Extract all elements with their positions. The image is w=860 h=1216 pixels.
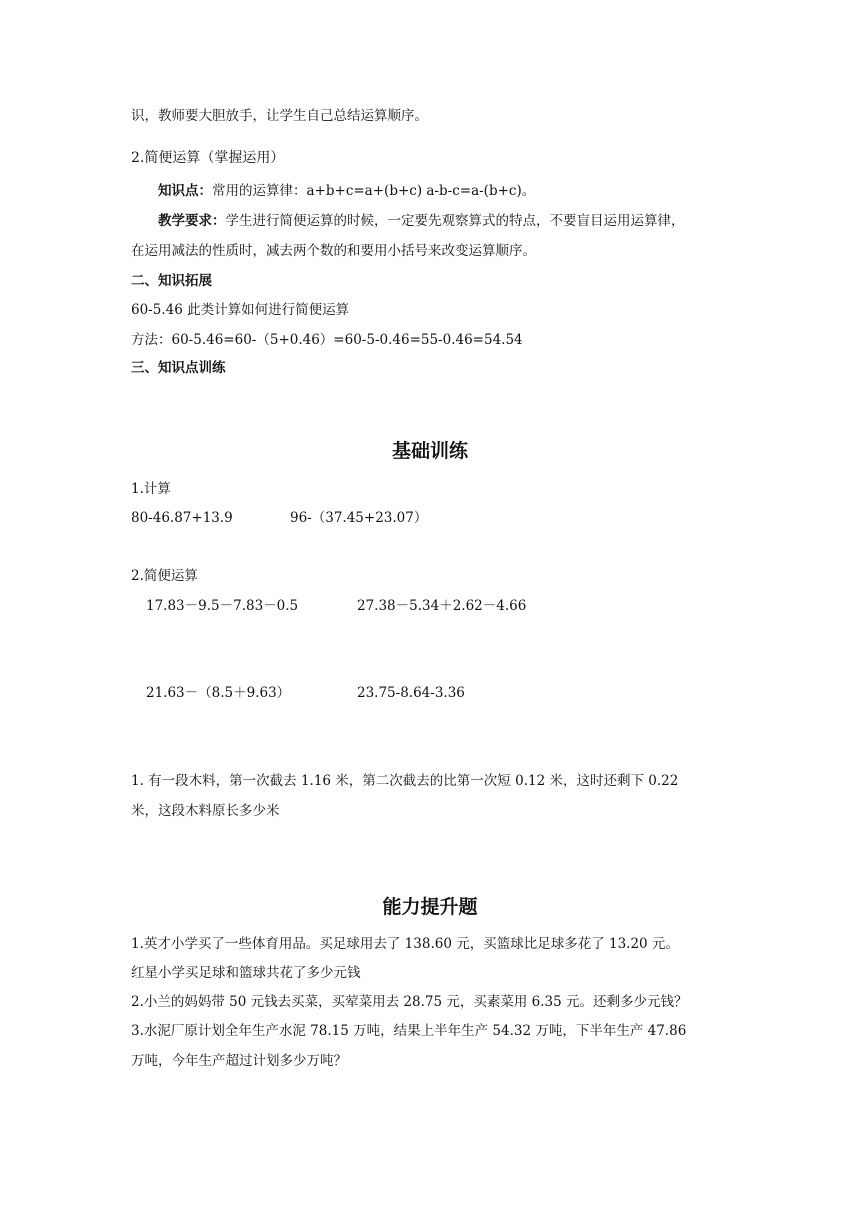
advanced-problem1-line1: 1.英才小学买了一些体育用品。买足球用去了 138.60 元，买篮球比足球多花了 13.20 元。 bbox=[131, 936, 679, 952]
requirement-text-continued: 在运用减法的性质时，减去两个数的和要用小括号来改变运算顺序。 bbox=[131, 243, 536, 259]
section-heading-expand: 二、知识拓展 bbox=[131, 273, 212, 289]
q3-problem-line2: 米，这段木料原长多少米 bbox=[131, 803, 280, 819]
requirement-text: 学生进行简便运算的时候，一定要先观察算式的特点，不要盲目运用运算律， bbox=[225, 213, 685, 229]
q2-expression-c: 21.63－（8.5＋9.63） bbox=[146, 685, 291, 701]
basic-training-title: 基础训练 bbox=[391, 440, 468, 462]
advanced-problem2: 2.小兰的妈妈带 50 元钱去买菜，买荤菜用去 28.75 元，买素菜用 6.35 元。还剩多少元钱？ bbox=[131, 994, 688, 1010]
q2-label: 2.简便运算 bbox=[131, 568, 198, 584]
q1-expression-a: 80-46.87+13.9 bbox=[131, 510, 233, 526]
expand-method: 方法：60-5.46=60-（5+0.46）=60-5-0.46=55-0.46=54.54 bbox=[131, 332, 523, 348]
knowledge-point bbox=[158, 181, 535, 201]
teaching-requirement bbox=[158, 211, 685, 231]
item-simple-calculation: 2.简便运算（掌握运用） bbox=[131, 150, 285, 166]
knowledge-text: 常用的运算律：a+b+c=a+(b+c) a-b-c=a-(b+c)。 bbox=[212, 183, 536, 199]
q2-expression-d: 23.75-8.64-3.36 bbox=[357, 685, 465, 701]
q1-expression-b: 96-（37.45+23.07） bbox=[290, 510, 428, 526]
advanced-problem1-line2: 红星小学买足球和篮球共花了多少元钱 bbox=[131, 965, 361, 981]
section-heading-training: 三、知识点训练 bbox=[131, 360, 226, 376]
q2-expression-a: 17.83－9.5－7.83－0.5 bbox=[146, 598, 299, 614]
advanced-problem3-line1: 3.水泥厂原计划全年生产水泥 78.15 万吨，结果上半年生产 54.32 万吨，下半年生产 47.86 bbox=[131, 1023, 687, 1039]
intro-line: 识，教师要大胆放手，让学生自己总结运算顺序。 bbox=[131, 108, 428, 124]
q2-expression-b: 27.38－5.34＋2.62－4.66 bbox=[357, 598, 527, 614]
q1-label: 1.计算 bbox=[131, 481, 171, 497]
advanced-title: 能力提升题 bbox=[382, 896, 478, 918]
q3-problem-line1: 1. 有一段木料，第一次截去 1.16 米，第二次截去的比第一次短 0.12 米，这时还剩下 0.22 bbox=[131, 773, 679, 789]
knowledge-label: 知识点： bbox=[158, 183, 212, 199]
expand-question: 60-5.46 此类计算如何进行简便运算 bbox=[131, 302, 350, 318]
advanced-problem3-line2: 万吨，今年生产超过计划多少万吨？ bbox=[131, 1053, 347, 1069]
requirement-label: 教学要求： bbox=[158, 213, 226, 229]
